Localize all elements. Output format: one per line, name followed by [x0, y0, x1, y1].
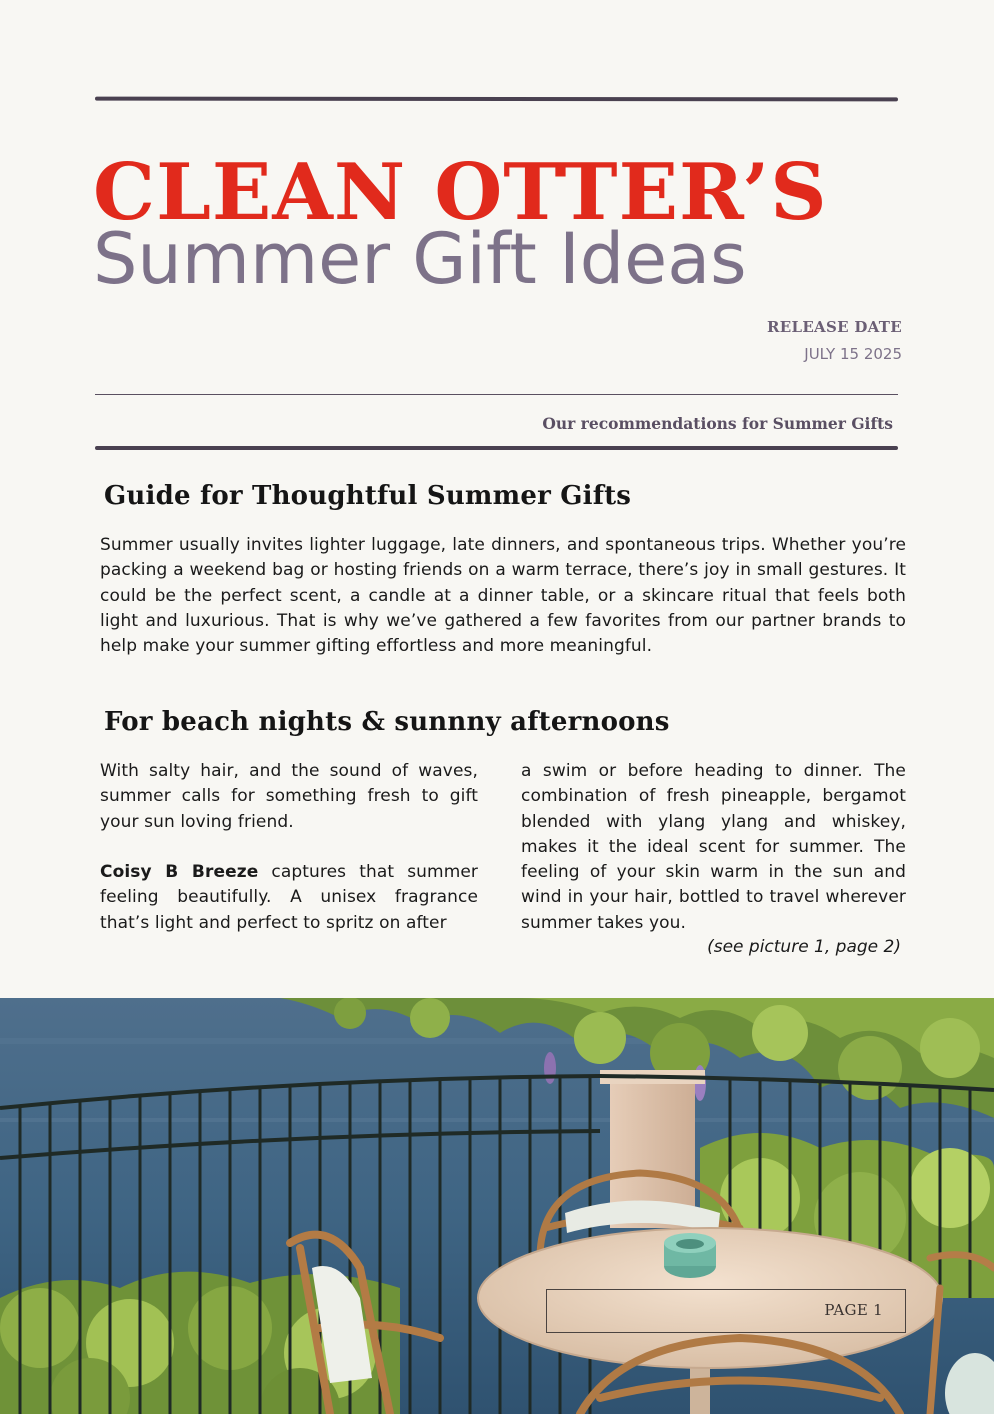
thin-divider	[95, 394, 898, 395]
section-divider	[95, 446, 898, 450]
product-name: Coisy B Breeze	[100, 862, 259, 882]
top-divider	[95, 97, 898, 102]
tagline: Our recommendations for Summer Gifts	[542, 414, 893, 433]
page-subtitle: Summer Gift Ideas	[93, 218, 747, 300]
page-number: PAGE 1	[824, 1301, 883, 1319]
beach-left-paragraph-2	[100, 860, 478, 936]
beach-right-paragraph: a swim or before heading to dinner. The combination of fresh pineapple, bergamot blended with ylang ylang and whiskey, makes it the ideal scent for summer. The feeling of your skin warm in the sun and wind in your hair, bottled to travel wherever summer takes you.	[521, 761, 906, 933]
guide-intro-paragraph: Summer usually invites lighter luggage, late dinners, and spontaneous trips. Whether you’re packing a weekend bag or hosting friends on a warm terrace, there’s joy in small gestures. It could be the perfect scent, a candle at a dinner table, or a skincare ritual that feels both light and luxurious. That is why we’ve gathered a few favorites from our partner brands to help make your summer gifting effortless and more meaningful.	[100, 535, 906, 657]
release-date-label: RELEASE DATE	[766, 318, 902, 336]
terrace-photo-illustration	[0, 998, 994, 1414]
page-number-box	[546, 1289, 906, 1333]
picture-reference: (see picture 1, page 2)	[707, 937, 901, 957]
guide-heading: Guide for Thoughtful Summer Gifts	[104, 481, 632, 511]
release-date-value: JULY 15 2025	[804, 345, 902, 363]
product-description: captures that summer feeling beautifully. A unisex fragrance that’s light and perfect to spritz on after	[100, 862, 479, 933]
beach-left-paragraph-1: With salty hair, and the sound of waves, summer calls for something fresh to gift your sun loving friend.	[100, 761, 478, 832]
beach-heading: For beach nights & sunnny afternoons	[104, 707, 670, 737]
terrace-photo	[0, 998, 994, 1414]
brand-title: CLEAN OTTER’S	[93, 147, 828, 238]
